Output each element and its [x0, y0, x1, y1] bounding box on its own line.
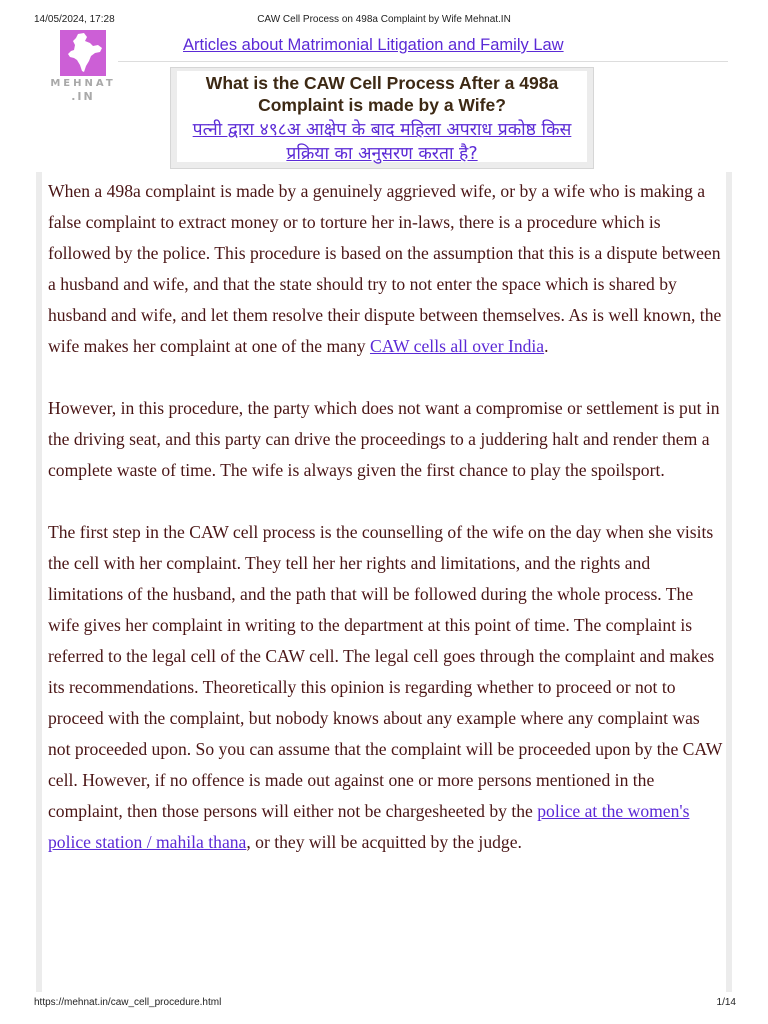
title-box	[170, 67, 594, 169]
paragraph-1-end: .	[544, 336, 549, 356]
logo-suffix: .IN	[71, 90, 95, 103]
title-inner	[177, 71, 587, 162]
police-station-link[interactable]: police at the women's police station / mahila thana	[48, 801, 690, 852]
site-tagline-link[interactable]: Articles about Matrimonial Litigation and Family Law	[183, 36, 564, 54]
page-url: https://mehnat.in/caw_cell_procedure.html	[34, 997, 222, 1008]
paragraph-3-end: , or they will be acquitted by the judge.	[246, 832, 522, 852]
print-header	[0, 14, 768, 28]
print-date: 14/05/2024, 17:28	[34, 14, 115, 25]
india-map-icon	[60, 30, 106, 76]
article-body	[42, 172, 726, 992]
site-logo[interactable]	[46, 30, 120, 104]
paragraph-2: However, in this procedure, the party which does not want a compromise or settlement is put in the driving seat, and this party can drive the proceedings to a juddering halt and render them a complete waste of time. The wife is always given the first chance to play the spoilsport.	[48, 398, 720, 480]
header-divider	[118, 61, 728, 62]
caw-cells-link[interactable]: CAW cells all over India	[369, 336, 545, 356]
print-title: CAW Cell Process on 498a Complaint by Wife Mehnat.IN	[257, 14, 511, 25]
print-footer	[0, 997, 768, 1011]
paragraph-3	[42, 517, 726, 858]
paragraph-3-text: The first step in the CAW cell process is the counselling of the wife on the day when she visits the cell with her complaint. They tell her her rights and limitations, and the rights and limitations of the husband, and the path that will be followed during the whole process. The wife gives her complaint in writing to the department at this point of time. The complaint is referred to the legal cell of the CAW cell. The legal cell goes through the complaint and makes its recommendations. Theoretically this opinion is regarding whether to proceed or not to proceed with the complaint, but nobody knows about any example where any complaint was not proceeded upon. So you can assume that the complaint will be proceeded upon by the CAW cell. However, if no offence is made out against one or more persons mentioned in the complaint, then those persons will either not be chargesheeted by the	[48, 522, 722, 821]
paragraph-1	[42, 176, 726, 362]
paragraph-1-text: When a 498a complaint is made by a genuinely aggrieved wife, or by a wife who is making a false complaint to extract money or to torture her in-laws, there is a procedure which is followed by the police. This procedure is based on the assumption that this is a dispute between a husband and wife, and that the state should try to not enter the space which is shared by husband and wife, and let them resolve their dispute between themselves. As is well known, the wife makes her complaint at one of the many	[48, 181, 722, 356]
page-title-hindi-link[interactable]: पत्नी द्वारा ४९८अ आक्षेप के बाद महिला अपराध प्रकोष्ठ किस प्रक्रिया का अनुसरण करता है?	[192, 120, 572, 164]
page-title: What is the CAW Cell Process After a 498a Complaint is made by a Wife?	[205, 73, 559, 115]
logo-text: MEHNAT	[50, 78, 116, 89]
page-number: 1/14	[716, 997, 736, 1008]
